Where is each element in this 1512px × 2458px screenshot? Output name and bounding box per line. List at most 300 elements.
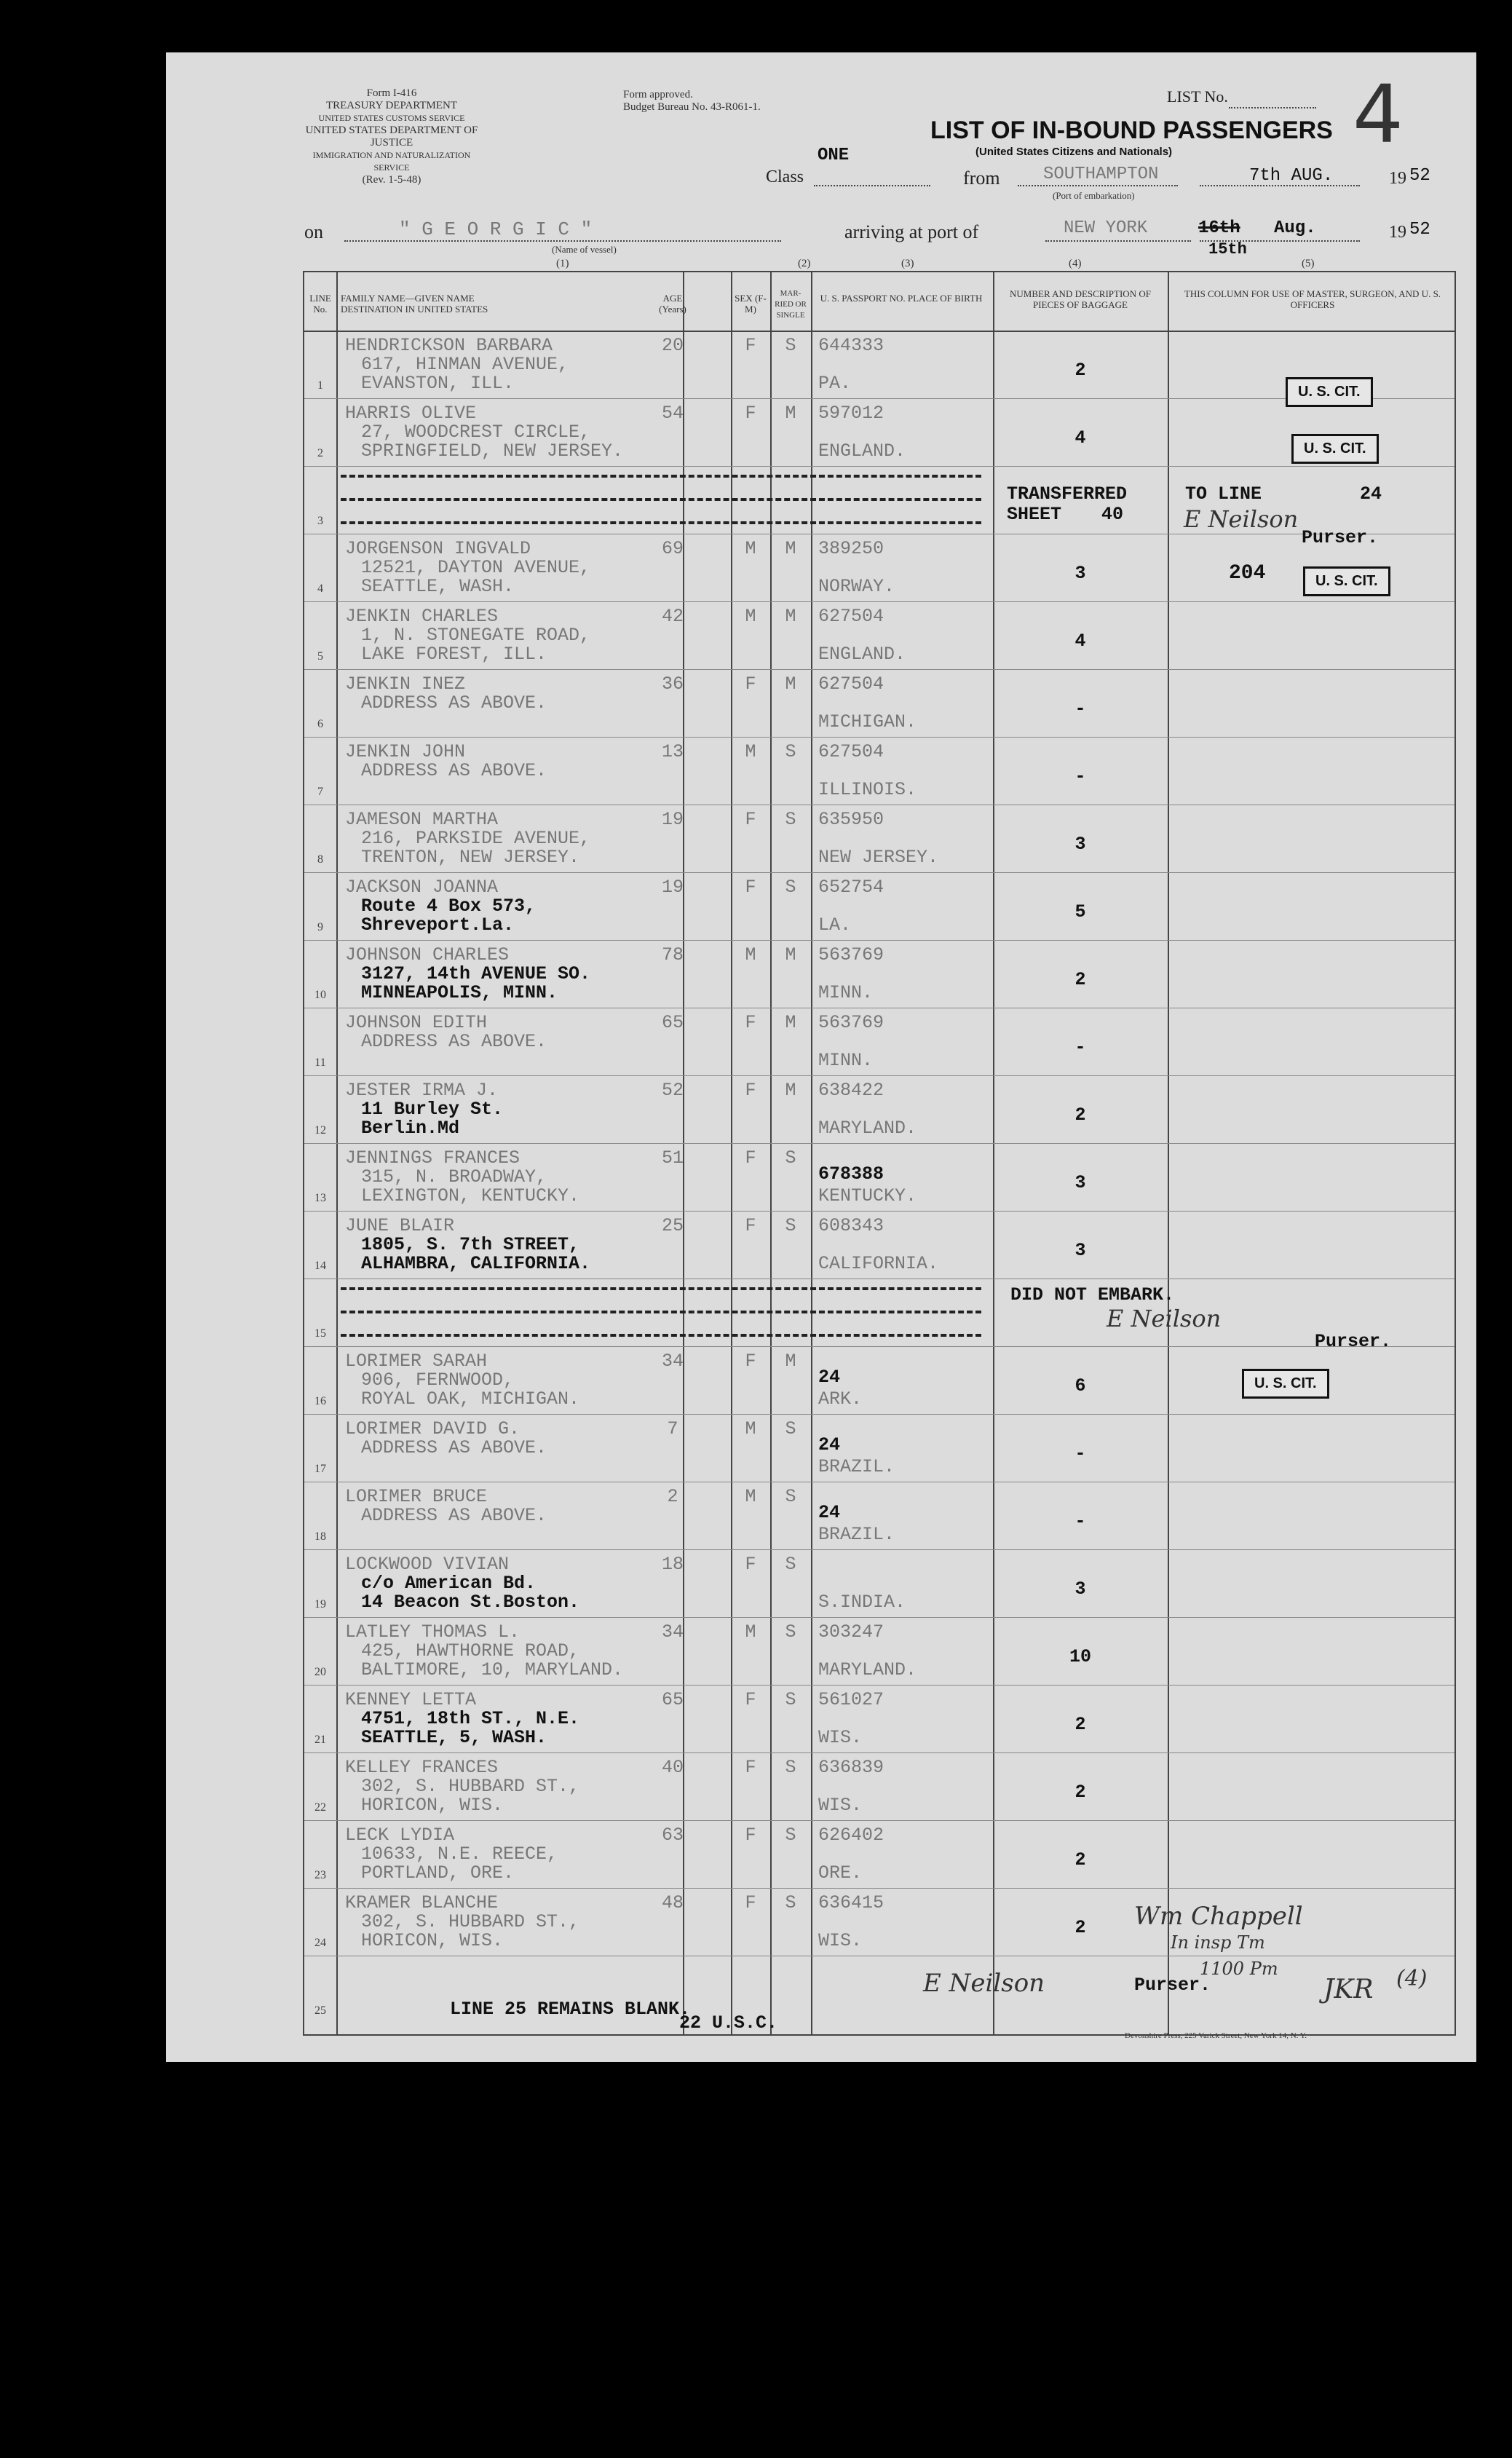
cell-birth: CALIFORNIA.: [818, 1253, 939, 1274]
cell-bags: 3: [1074, 1172, 1086, 1193]
cell-age: 34: [661, 1351, 684, 1372]
ins-service: IMMIGRATION AND NATURALIZATION SERVICE: [312, 150, 471, 173]
table-row: [304, 1549, 1454, 1617]
cell-name: JOHNSON EDITH: [345, 1012, 488, 1033]
strike-line: [341, 1311, 981, 1313]
budget-label: Budget Bureau No. 43-R061-1.: [623, 101, 761, 113]
cell-addr2: TRENTON, NEW JERSEY.: [361, 847, 580, 868]
cell-bags: 2: [1074, 969, 1086, 990]
cell-ms: S: [785, 877, 796, 898]
us-cit-stamp: U. S. CIT.: [1291, 434, 1379, 464]
cell-birth: NORWAY.: [818, 576, 895, 597]
cell-age: 19: [661, 809, 684, 830]
arriving-label: arriving at port of: [844, 221, 979, 242]
cell-passport: 638422: [818, 1080, 884, 1101]
us-cit-stamp: U. S. CIT.: [1303, 566, 1390, 596]
cell-no: 21: [314, 1734, 326, 1746]
arrival-date: Aug.: [1274, 218, 1316, 238]
inspector-initials: JKR: [1323, 1975, 1374, 2004]
list-number-handwritten: 4: [1353, 68, 1404, 161]
table-row: [304, 331, 1454, 398]
cell-age: 52: [661, 1080, 684, 1101]
to-line-label: TO LINE: [1185, 483, 1262, 505]
cell-age: 65: [661, 1012, 684, 1033]
cell-passport: 563769: [818, 944, 884, 965]
cell-sex: F: [745, 809, 756, 830]
cell-age: 25: [661, 1215, 684, 1236]
depart-date-line: [1200, 185, 1360, 186]
cell-sex: M: [745, 741, 756, 762]
cell-ms: M: [785, 538, 796, 559]
cell-name: JORGENSON INGVALD: [345, 538, 531, 559]
cell-sex: F: [745, 1825, 756, 1846]
cell-sex: F: [745, 1689, 756, 1710]
cell-addr2: PORTLAND, ORE.: [361, 1862, 515, 1884]
table-row: [304, 1008, 1454, 1075]
cell-no: 17: [314, 1463, 326, 1475]
cell-ms: S: [785, 1757, 796, 1778]
cell-age: 63: [661, 1825, 684, 1846]
cell-passport: 303247: [818, 1621, 884, 1643]
cell-addr2: ROYAL OAK, MICHIGAN.: [361, 1388, 580, 1410]
depart-date: 7th AUG.: [1249, 166, 1334, 186]
table-row: [304, 1617, 1454, 1685]
cell-sex: M: [745, 944, 756, 965]
did-not-embark-label: DID NOT EMBARK.: [1010, 1284, 1175, 1305]
cell-passport: 24: [818, 1367, 841, 1388]
table-row: [304, 1414, 1454, 1482]
cell-birth: PA.: [818, 373, 852, 394]
cell-birth: MARYLAND.: [818, 1659, 917, 1680]
cell-age: 2: [667, 1486, 678, 1507]
cell-age: 69: [661, 538, 684, 559]
cell-passport: 636415: [818, 1892, 884, 1913]
table-row: [304, 1482, 1454, 1549]
strike-line: [341, 498, 981, 501]
cell-addr2: Berlin.Md: [361, 1118, 460, 1139]
cell-addr2: HORICON, WIS.: [361, 1930, 504, 1951]
cell-ms: S: [785, 335, 796, 356]
cell-no: 10: [314, 989, 326, 1001]
cell-addr1: ADDRESS AS ABOVE.: [361, 1437, 547, 1458]
table-row: [304, 1075, 1454, 1143]
purser-label-3: Purser.: [1134, 1975, 1211, 1996]
cell-name: JESTER IRMA J.: [345, 1080, 499, 1101]
cell-sex: F: [745, 673, 756, 695]
cell-sex: M: [745, 1418, 756, 1439]
cell-name: JENNINGS FRANCES: [345, 1147, 521, 1169]
cell-birth: KENTUCKY.: [818, 1185, 917, 1206]
cell-age: 13: [661, 741, 684, 762]
cell-passport: 389250: [818, 538, 884, 559]
list-no-line: [1229, 107, 1316, 108]
cell-age: 65: [661, 1689, 684, 1710]
cell-bags: 3: [1074, 1240, 1086, 1261]
cell-addr2: HORICON, WIS.: [361, 1795, 504, 1816]
cell-addr1: ADDRESS AS ABOVE.: [361, 1031, 547, 1052]
cell-name: LECK LYDIA: [345, 1825, 455, 1846]
cell-name: JENKIN JOHN: [345, 741, 466, 762]
col-num-3: (3): [901, 258, 914, 269]
table-row: [304, 940, 1454, 1008]
cell-birth: MINN.: [818, 1050, 874, 1071]
cell-passport: 626402: [818, 1825, 884, 1846]
depart-year: 52: [1409, 166, 1430, 186]
cell-addr1: c/o American Bd.: [361, 1573, 537, 1594]
cell-name: JENKIN CHARLES: [345, 606, 499, 627]
table-row: [304, 805, 1454, 872]
cell-bags: -: [1074, 766, 1086, 787]
cell-addr2: LAKE FOREST, ILL.: [361, 644, 547, 665]
strike-line: [341, 1287, 981, 1290]
purser-label-1: Purser.: [1302, 527, 1379, 548]
cell-bags: 3: [1074, 563, 1086, 584]
from-line: [1018, 185, 1178, 186]
cell-name: KRAMER BLANCHE: [345, 1892, 499, 1913]
cell-name: LORIMER BRUCE: [345, 1486, 488, 1507]
cell-sex: F: [745, 1554, 756, 1575]
cell-addr2: ALHAMBRA, CALIFORNIA.: [361, 1253, 591, 1274]
purser-signature-1: E Neilson: [1184, 505, 1299, 533]
table-row: [304, 1685, 1454, 1752]
cell-sex: F: [745, 403, 756, 424]
purser-signature-2: E Neilson: [1107, 1305, 1222, 1332]
to-line-number: 24: [1360, 483, 1382, 505]
cell-ms: S: [785, 1825, 796, 1846]
table-row: [304, 1279, 1454, 1346]
cell-addr1: 315, N. BROADWAY,: [361, 1166, 547, 1187]
cell-passport: 627504: [818, 673, 884, 695]
cell-no: 22: [314, 1801, 326, 1814]
cell-passport: 636839: [818, 1757, 884, 1778]
cell-sex: F: [745, 1892, 756, 1913]
cell-age: 54: [661, 403, 684, 424]
cell-birth: ARK.: [818, 1388, 863, 1410]
cell-addr2: BALTIMORE, 10, MARYLAND.: [361, 1659, 624, 1680]
header-passport: U. S. PASSPORT NO. PLACE OF BIRTH: [820, 293, 983, 304]
table-row: [304, 737, 1454, 805]
cell-no: 11: [314, 1056, 326, 1069]
cell-bags: 2: [1074, 1714, 1086, 1735]
cell-addr1: 1, N. STONEGATE ROAD,: [361, 625, 591, 646]
page-subtitle: (United States Citizens and Nationals): [975, 146, 1173, 158]
cell-addr1: 1805, S. 7th STREET,: [361, 1234, 580, 1255]
cell-passport: 627504: [818, 606, 884, 627]
cell-no: 24: [314, 1937, 326, 1949]
cell-no: 20: [314, 1666, 326, 1678]
arrival-port: NEW YORK: [1064, 218, 1148, 238]
cell-addr1: 216, PARKSIDE AVENUE,: [361, 828, 591, 849]
cell-no: 1: [317, 379, 323, 392]
cell-ms: S: [785, 1486, 796, 1507]
col-num-2: (2): [798, 258, 811, 269]
cell-ms: S: [785, 1621, 796, 1643]
cell-addr2: LEXINGTON, KENTUCKY.: [361, 1185, 580, 1206]
depart-year-prefix: 19: [1389, 169, 1406, 188]
cell-no: 3: [317, 515, 323, 527]
cell-no: 7: [317, 786, 323, 798]
cell-age: 7: [667, 1418, 678, 1439]
cell-name: KELLEY FRANCES: [345, 1757, 499, 1778]
cell-name: JENKIN INEZ: [345, 673, 466, 695]
cell-name: LATLEY THOMAS L.: [345, 1621, 521, 1643]
cell-age: 48: [661, 1892, 684, 1913]
table-row: [304, 669, 1454, 737]
cell-no: 6: [317, 718, 323, 730]
cell-birth: BRAZIL.: [818, 1456, 895, 1477]
inspector-signature: Wm Chappell: [1134, 1902, 1303, 1931]
cell-name: JAMESON MARTHA: [345, 809, 499, 830]
table-row: [304, 601, 1454, 669]
cell-ms: S: [785, 1418, 796, 1439]
table-row: [304, 1211, 1454, 1279]
printer-imprint: Devonshire Press, 225 Varick Street, New York 14, N. Y.: [1125, 2031, 1307, 2040]
cell-passport: 652754: [818, 877, 884, 898]
cell-sex: M: [745, 1486, 756, 1507]
table-row: [304, 398, 1454, 466]
cell-ms: S: [785, 809, 796, 830]
cell-addr1: 302, S. HUBBARD ST.,: [361, 1776, 580, 1797]
cell-name: LORIMER SARAH: [345, 1351, 488, 1372]
cell-sex: F: [745, 1012, 756, 1033]
arrival-port-line: [1045, 240, 1191, 242]
vessel-note: (Name of vessel): [552, 244, 617, 255]
cell-addr1: Route 4 Box 573,: [361, 896, 537, 917]
cell-passport: 561027: [818, 1689, 884, 1710]
table-row: [304, 1820, 1454, 1888]
table-row: [304, 1956, 1454, 2023]
header-line-no: LINE No.: [309, 293, 331, 315]
table-row: [304, 534, 1454, 601]
cell-addr1: 302, S. HUBBARD ST.,: [361, 1911, 580, 1932]
cell-birth: BRAZIL.: [818, 1524, 895, 1545]
cell-ms: M: [785, 673, 796, 695]
cell-birth: WIS.: [818, 1727, 863, 1748]
cell-addr2: Shreveport.La.: [361, 914, 515, 936]
cell-addr1: 617, HINMAN AVENUE,: [361, 354, 569, 375]
cell-bags: -: [1074, 1511, 1086, 1532]
cell-birth: ORE.: [818, 1862, 863, 1884]
cell-no: 14: [314, 1260, 326, 1272]
table-row: [304, 1143, 1454, 1211]
handwritten-204: 204: [1229, 562, 1266, 585]
cell-no: 25: [314, 2004, 326, 2017]
col-num-1: (1): [556, 258, 569, 269]
cell-name: LOCKWOOD VIVIAN: [345, 1554, 510, 1575]
cell-no: 2: [317, 447, 323, 459]
cell-sex: M: [745, 606, 756, 627]
arrival-year-prefix: 19: [1389, 223, 1406, 242]
cell-birth: MICHIGAN.: [818, 711, 917, 732]
sheet-label: SHEET: [1007, 504, 1062, 525]
cell-ms: M: [785, 944, 796, 965]
cell-age: 36: [661, 673, 684, 695]
cell-passport: 608343: [818, 1215, 884, 1236]
cell-sex: F: [745, 877, 756, 898]
cell-addr1: 425, HAWTHORNE ROAD,: [361, 1640, 580, 1661]
cell-name: JOHNSON CHARLES: [345, 944, 510, 965]
cell-no: 15: [314, 1327, 326, 1340]
cell-addr2: MINNEAPOLIS, MINN.: [361, 982, 558, 1003]
cell-addr2: SPRINGFIELD, NEW JERSEY.: [361, 440, 624, 462]
cell-bags: -: [1074, 698, 1086, 719]
header-sex: SEX (F-M): [735, 293, 767, 315]
list-no-label: LIST No.: [1167, 87, 1228, 106]
cell-name: HARRIS OLIVE: [345, 403, 477, 424]
cell-no: 19: [314, 1598, 326, 1611]
manifest-page: [166, 52, 1476, 2062]
cell-addr1: ADDRESS AS ABOVE.: [361, 1505, 547, 1526]
cell-age: 18: [661, 1554, 684, 1575]
table-row: [304, 872, 1454, 940]
cell-passport: 563769: [818, 1012, 884, 1033]
strike-line: [341, 475, 981, 478]
cell-no: 13: [314, 1192, 326, 1204]
cell-bags: 4: [1074, 427, 1086, 448]
cell-ms: S: [785, 1689, 796, 1710]
strike-line: [341, 521, 981, 524]
cell-addr1: 3127, 14th AVENUE SO.: [361, 963, 591, 984]
cell-addr2: EVANSTON, ILL.: [361, 373, 515, 394]
cell-bags: 2: [1074, 360, 1086, 381]
approved-label: Form approved.: [623, 89, 693, 100]
footer-law: 22 U.S.C.: [679, 2012, 778, 2034]
cell-no: 18: [314, 1530, 326, 1543]
cell-addr1: 906, FERNWOOD,: [361, 1370, 515, 1391]
form-header-left: [297, 87, 486, 186]
cell-sex: M: [745, 1621, 756, 1643]
cell-passport: 644333: [818, 335, 884, 356]
cell-birth: S.INDIA.: [818, 1592, 906, 1613]
cell-ms: M: [785, 1080, 796, 1101]
cell-passport: 597012: [818, 403, 884, 424]
cell-name: HENDRICKSON BARBARA: [345, 335, 553, 356]
cell-sex: F: [745, 1757, 756, 1778]
cell-age: 51: [661, 1147, 684, 1169]
inspector-time: 1100 Pm: [1200, 1959, 1278, 1979]
cell-no: 12: [314, 1124, 326, 1137]
on-label: on: [304, 221, 323, 242]
cell-birth: NEW JERSEY.: [818, 847, 939, 868]
vessel-name: " G E O R G I C ": [399, 218, 593, 240]
cell-ms: M: [785, 403, 796, 424]
cell-passport: 24: [818, 1502, 841, 1523]
cell-bags: -: [1074, 1037, 1086, 1058]
embark-port-note: (Port of embarkation): [1053, 190, 1135, 201]
cell-bags: 2: [1074, 1917, 1086, 1938]
cell-no: 23: [314, 1869, 326, 1881]
cell-bags: 4: [1074, 631, 1086, 652]
cell-birth: LA.: [818, 914, 852, 936]
cell-no: 16: [314, 1395, 326, 1407]
header-officers: THIS COLUMN FOR USE OF MASTER, SURGEON, AND U. S. OFFICERS: [1184, 288, 1441, 310]
form-approval: [623, 89, 761, 114]
cell-sex: F: [745, 1080, 756, 1101]
transferred-label: TRANSFERRED: [1007, 483, 1128, 505]
cell-birth: ILLINOIS.: [818, 779, 917, 800]
passenger-table: [303, 271, 1456, 2036]
header-age: AGE (Years): [659, 293, 686, 315]
cell-bags: -: [1074, 1443, 1086, 1464]
cell-name: LORIMER DAVID G.: [345, 1418, 521, 1439]
cell-bags: 3: [1074, 1578, 1086, 1600]
cell-name: JUNE BLAIR: [345, 1215, 455, 1236]
cell-addr2: SEATTLE, WASH.: [361, 576, 515, 597]
cell-bags: 10: [1069, 1646, 1091, 1667]
cell-passport: 24: [818, 1434, 841, 1455]
cell-addr1: 10633, N.E. REECE,: [361, 1844, 558, 1865]
vessel-line: [344, 240, 781, 242]
cell-bags: 2: [1074, 1104, 1086, 1126]
cell-birth: MARYLAND.: [818, 1118, 917, 1139]
header-name: FAMILY NAME—GIVEN NAME DESTINATION IN UNITED STATES: [341, 293, 488, 315]
strike-line: [341, 1334, 981, 1337]
cell-passport: 678388: [818, 1163, 884, 1185]
treasury-dept: TREASURY DEPARTMENT: [325, 100, 458, 111]
class-line: [814, 185, 930, 186]
sheet-number: 40: [1101, 504, 1124, 525]
us-cit-stamp: U. S. CIT.: [1242, 1369, 1329, 1399]
embark-port: SOUTHAMPTON: [1043, 165, 1159, 184]
cell-sex: F: [745, 1215, 756, 1236]
cell-ms: S: [785, 1892, 796, 1913]
cell-age: 20: [661, 335, 684, 356]
arrival-date-line: [1200, 240, 1360, 242]
col-num-4: (4): [1069, 258, 1082, 269]
cell-ms: M: [785, 606, 796, 627]
cell-addr2: 14 Beacon St.Boston.: [361, 1592, 580, 1613]
cell-age: 42: [661, 606, 684, 627]
inspector-note: In insp Tm: [1171, 1932, 1265, 1953]
cell-age: 40: [661, 1757, 684, 1778]
arrival-year: 52: [1409, 220, 1430, 240]
cell-age: 19: [661, 877, 684, 898]
customs-service: UNITED STATES CUSTOMS SERVICE: [318, 113, 465, 123]
cell-addr2: SEATTLE, 5, WASH.: [361, 1727, 547, 1748]
cell-birth: ENGLAND.: [818, 644, 906, 665]
from-label: from: [963, 167, 1000, 189]
cell-bags: 5: [1074, 901, 1086, 922]
cell-name: JACKSON JOANNA: [345, 877, 499, 898]
cell-addr1: 12521, DAYTON AVENUE,: [361, 557, 591, 578]
cell-name: KENNEY LETTA: [345, 1689, 477, 1710]
cell-ms: S: [785, 1554, 796, 1575]
cell-addr1: ADDRESS AS ABOVE.: [361, 760, 547, 781]
cell-addr1: 4751, 18th ST., N.E.: [361, 1708, 580, 1729]
cell-addr1: ADDRESS AS ABOVE.: [361, 692, 547, 714]
revision: (Rev. 1-5-48): [362, 174, 421, 186]
cell-name: LINE 25 REMAINS BLANK.: [450, 1999, 691, 2020]
col-num-5: (5): [1302, 258, 1315, 269]
justice-dept: UNITED STATES DEPARTMENT OF JUSTICE: [305, 125, 478, 149]
cell-bags: 2: [1074, 1782, 1086, 1803]
cell-ms: M: [785, 1351, 796, 1372]
cell-no: 9: [317, 921, 323, 933]
cell-sex: F: [745, 335, 756, 356]
cell-no: 4: [317, 582, 323, 595]
arrival-date-struck: 16th: [1198, 218, 1240, 238]
cell-passport: 635950: [818, 809, 884, 830]
cell-ms: M: [785, 1012, 796, 1033]
form-number: Form I-416: [366, 87, 417, 99]
cell-age: 34: [661, 1621, 684, 1643]
cell-no: 5: [317, 650, 323, 663]
inspector-count: (4): [1396, 1966, 1428, 1991]
cell-birth: WIS.: [818, 1930, 863, 1951]
cell-ms: S: [785, 1147, 796, 1169]
header-baggage: NUMBER AND DESCRIPTION OF PIECES OF BAGGAGE: [1010, 288, 1151, 310]
cell-bags: 2: [1074, 1849, 1086, 1870]
